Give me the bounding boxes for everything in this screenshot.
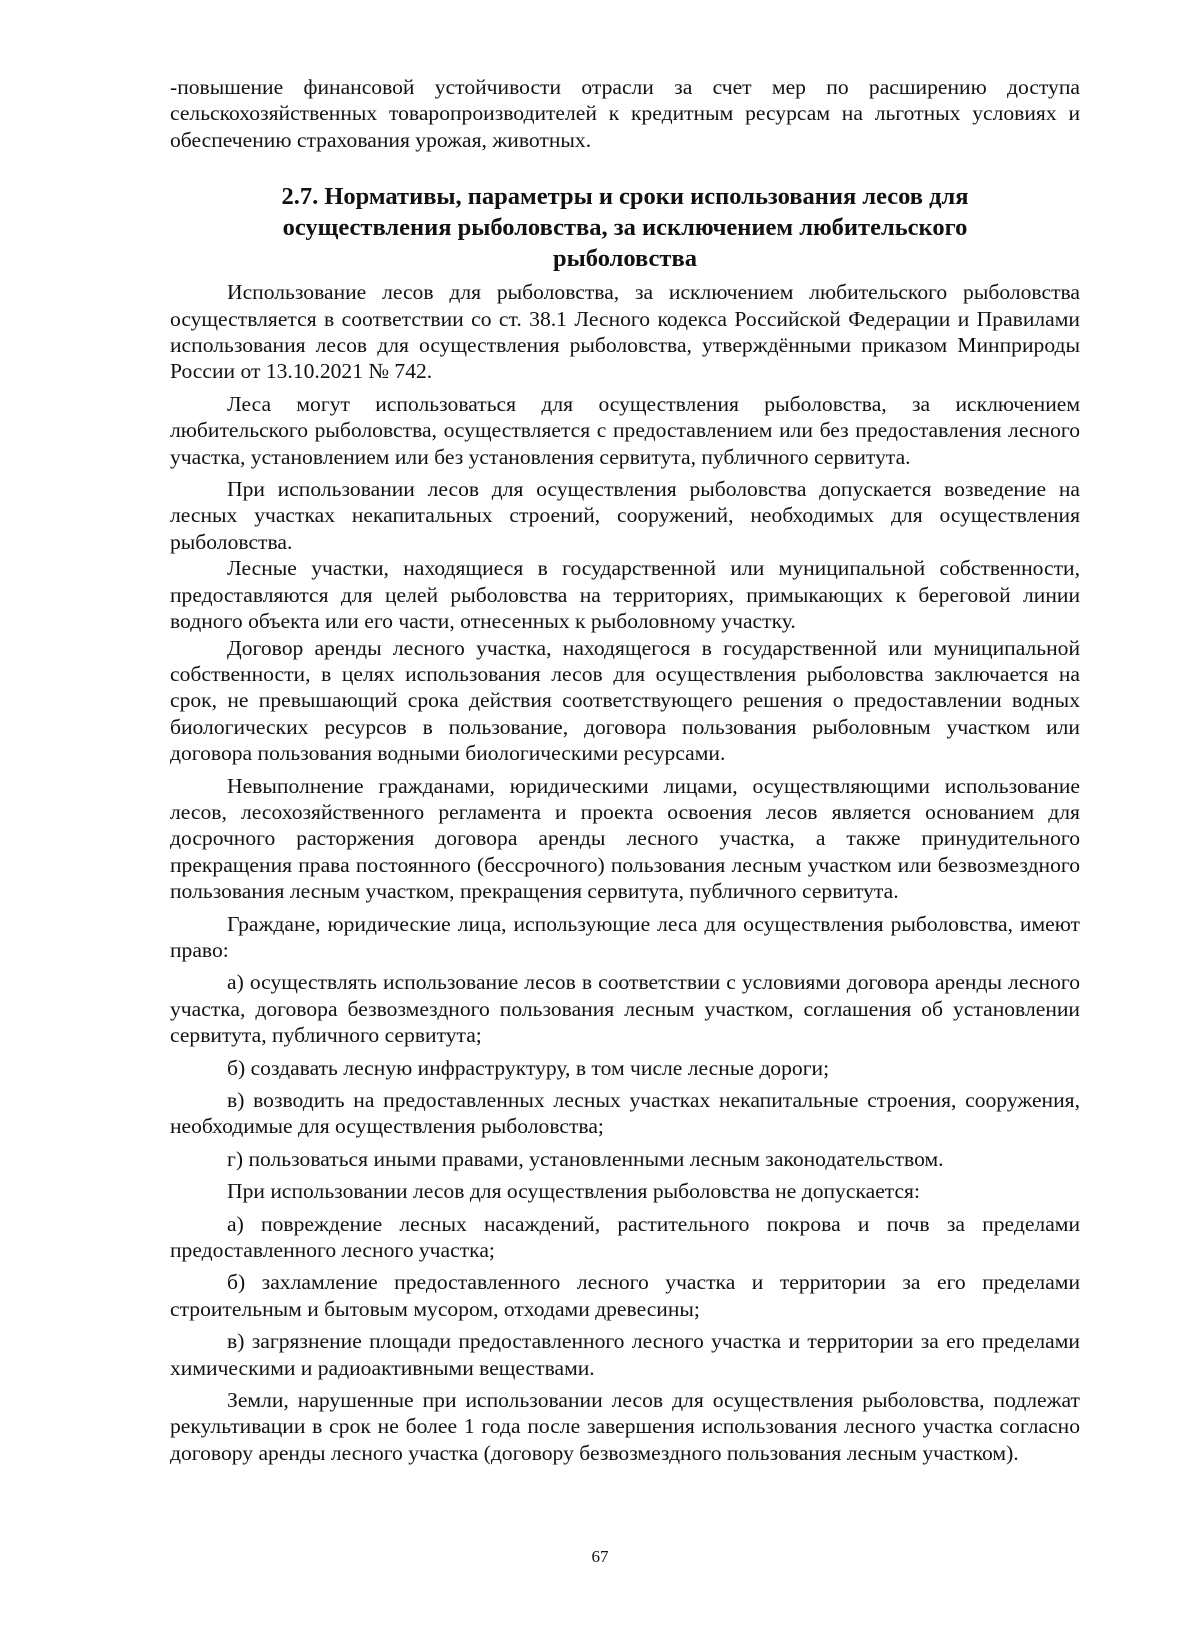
intro-paragraph: -повышение финансовой устойчивости отрасли за счет мер по расширению доступа сельскохозяйственных товаропроизводителей к кредитным ресурсам на льготных условиях и обеспечению страхования урожая, животных. <box>170 75 1080 152</box>
list-item-prohibition-b: б) захламление предоставленного лесного участка и территории за его пределами строительным и бытовым мусором, отходами древесины; <box>170 1270 1080 1321</box>
paragraph-rights-intro: Граждане, юридические лица, использующие леса для осуществления рыболовства, имеют право: <box>170 911 1080 962</box>
paragraph-prohibitions-intro: При использовании лесов для осуществления рыболовства не допускается: <box>227 1179 920 1204</box>
paragraph-structures: При использовании лесов для осуществления рыболовства допускается возведение на лесных участках некапитальных строений, сооружений, необходимых для осуществления рыболовства. <box>170 477 1080 554</box>
section-heading <box>170 181 1080 274</box>
list-item-prohibition-a: а) повреждение лесных насаждений, растительного покрова и почв за пределами предоставленного лесного участка; <box>170 1211 1080 1263</box>
list-item-right-c: в) возводить на предоставленных лесных участках некапитальные строения, сооружения, необходимые для осуществления рыболовства; <box>170 1088 1080 1139</box>
paragraph-recultivation: Земли, нарушенные при использовании лесов для осуществления рыболовства, подлежат рекультивации в срок не более 1 года после завершения использования лесного участка согласно договору аренды лесного участка (договору безвозмездного пользования лесным участком). <box>170 1388 1080 1465</box>
document-page <box>170 74 1080 1466</box>
paragraph-forms-of-use: Леса могут использоваться для осуществления рыболовства, за исключением любительского рыболовства, осуществляется с предоставлением или без предоставления лесного участка, установлением или без установления сервитута, публичного сервитута. <box>170 391 1080 469</box>
paragraph-legal-basis: Использование лесов для рыболовства, за исключением любительского рыболовства осуществляется в соответствии со ст. 38.1 Лесного кодекса Российской Федерации и Правилами использования лесов для осуществления рыболовства, утверждёнными приказом Минприроды России от 13.10.2021 № 742. <box>170 280 1080 384</box>
section-heading-line-2: осуществления рыболовства, за исключением любительского <box>282 214 968 242</box>
list-item-prohibition-c: в) загрязнение площади предоставленного лесного участка и территории за его пределами химическими и радиоактивными веществами. <box>170 1329 1080 1380</box>
section-heading-line-3: рыболовства <box>553 245 697 273</box>
section-heading-line-1: 2.7. Нормативы, параметры и сроки использования лесов для <box>281 183 969 211</box>
list-item-right-a: а) осуществлять использование лесов в соответствии с условиями договора аренды лесного участка, договора безвозмездного пользования лесным участком, соглашения об установлении сервитута, публичного сервитута; <box>170 970 1080 1048</box>
paragraph-lease-term: Договор аренды лесного участка, находящегося в государственной или муниципальной собственности, в целях использования лесов для осуществления рыболовства заключается на срок, не превышающий срока действия соответствующего решения о предоставлении водных биологических ресурсов в пользование, договора пользования рыболовным участком или договора пользования водными биологическими ресурсами. <box>170 635 1080 766</box>
list-item-right-d: г) пользоваться иными правами, установленными лесным законодательством. <box>227 1146 944 1171</box>
paragraph-termination: Невыполнение гражданами, юридическими лицами, осуществляющими использование лесов, лесохозяйственного регламента и проекта освоения лесов является основанием для досрочного расторжения договора аренды лесного участка, а также принудительного прекращения права постоянного (бессрочного) пользования лесным участком или безвозмездного пользования лесным участком, прекращения сервитута, публичного сервитута. <box>170 773 1080 904</box>
paragraph-land-plots: Лесные участки, находящиеся в государственной или муниципальной собственности, предоставляются для целей рыболовства на территориях, примыкающих к береговой линии водного объекта или его части, отнесенных к рыболовному участку. <box>170 556 1080 634</box>
page-number: 67 <box>591 1547 609 1566</box>
list-item-right-b: б) создавать лесную инфраструктуру, в том числе лесные дороги; <box>227 1055 830 1080</box>
